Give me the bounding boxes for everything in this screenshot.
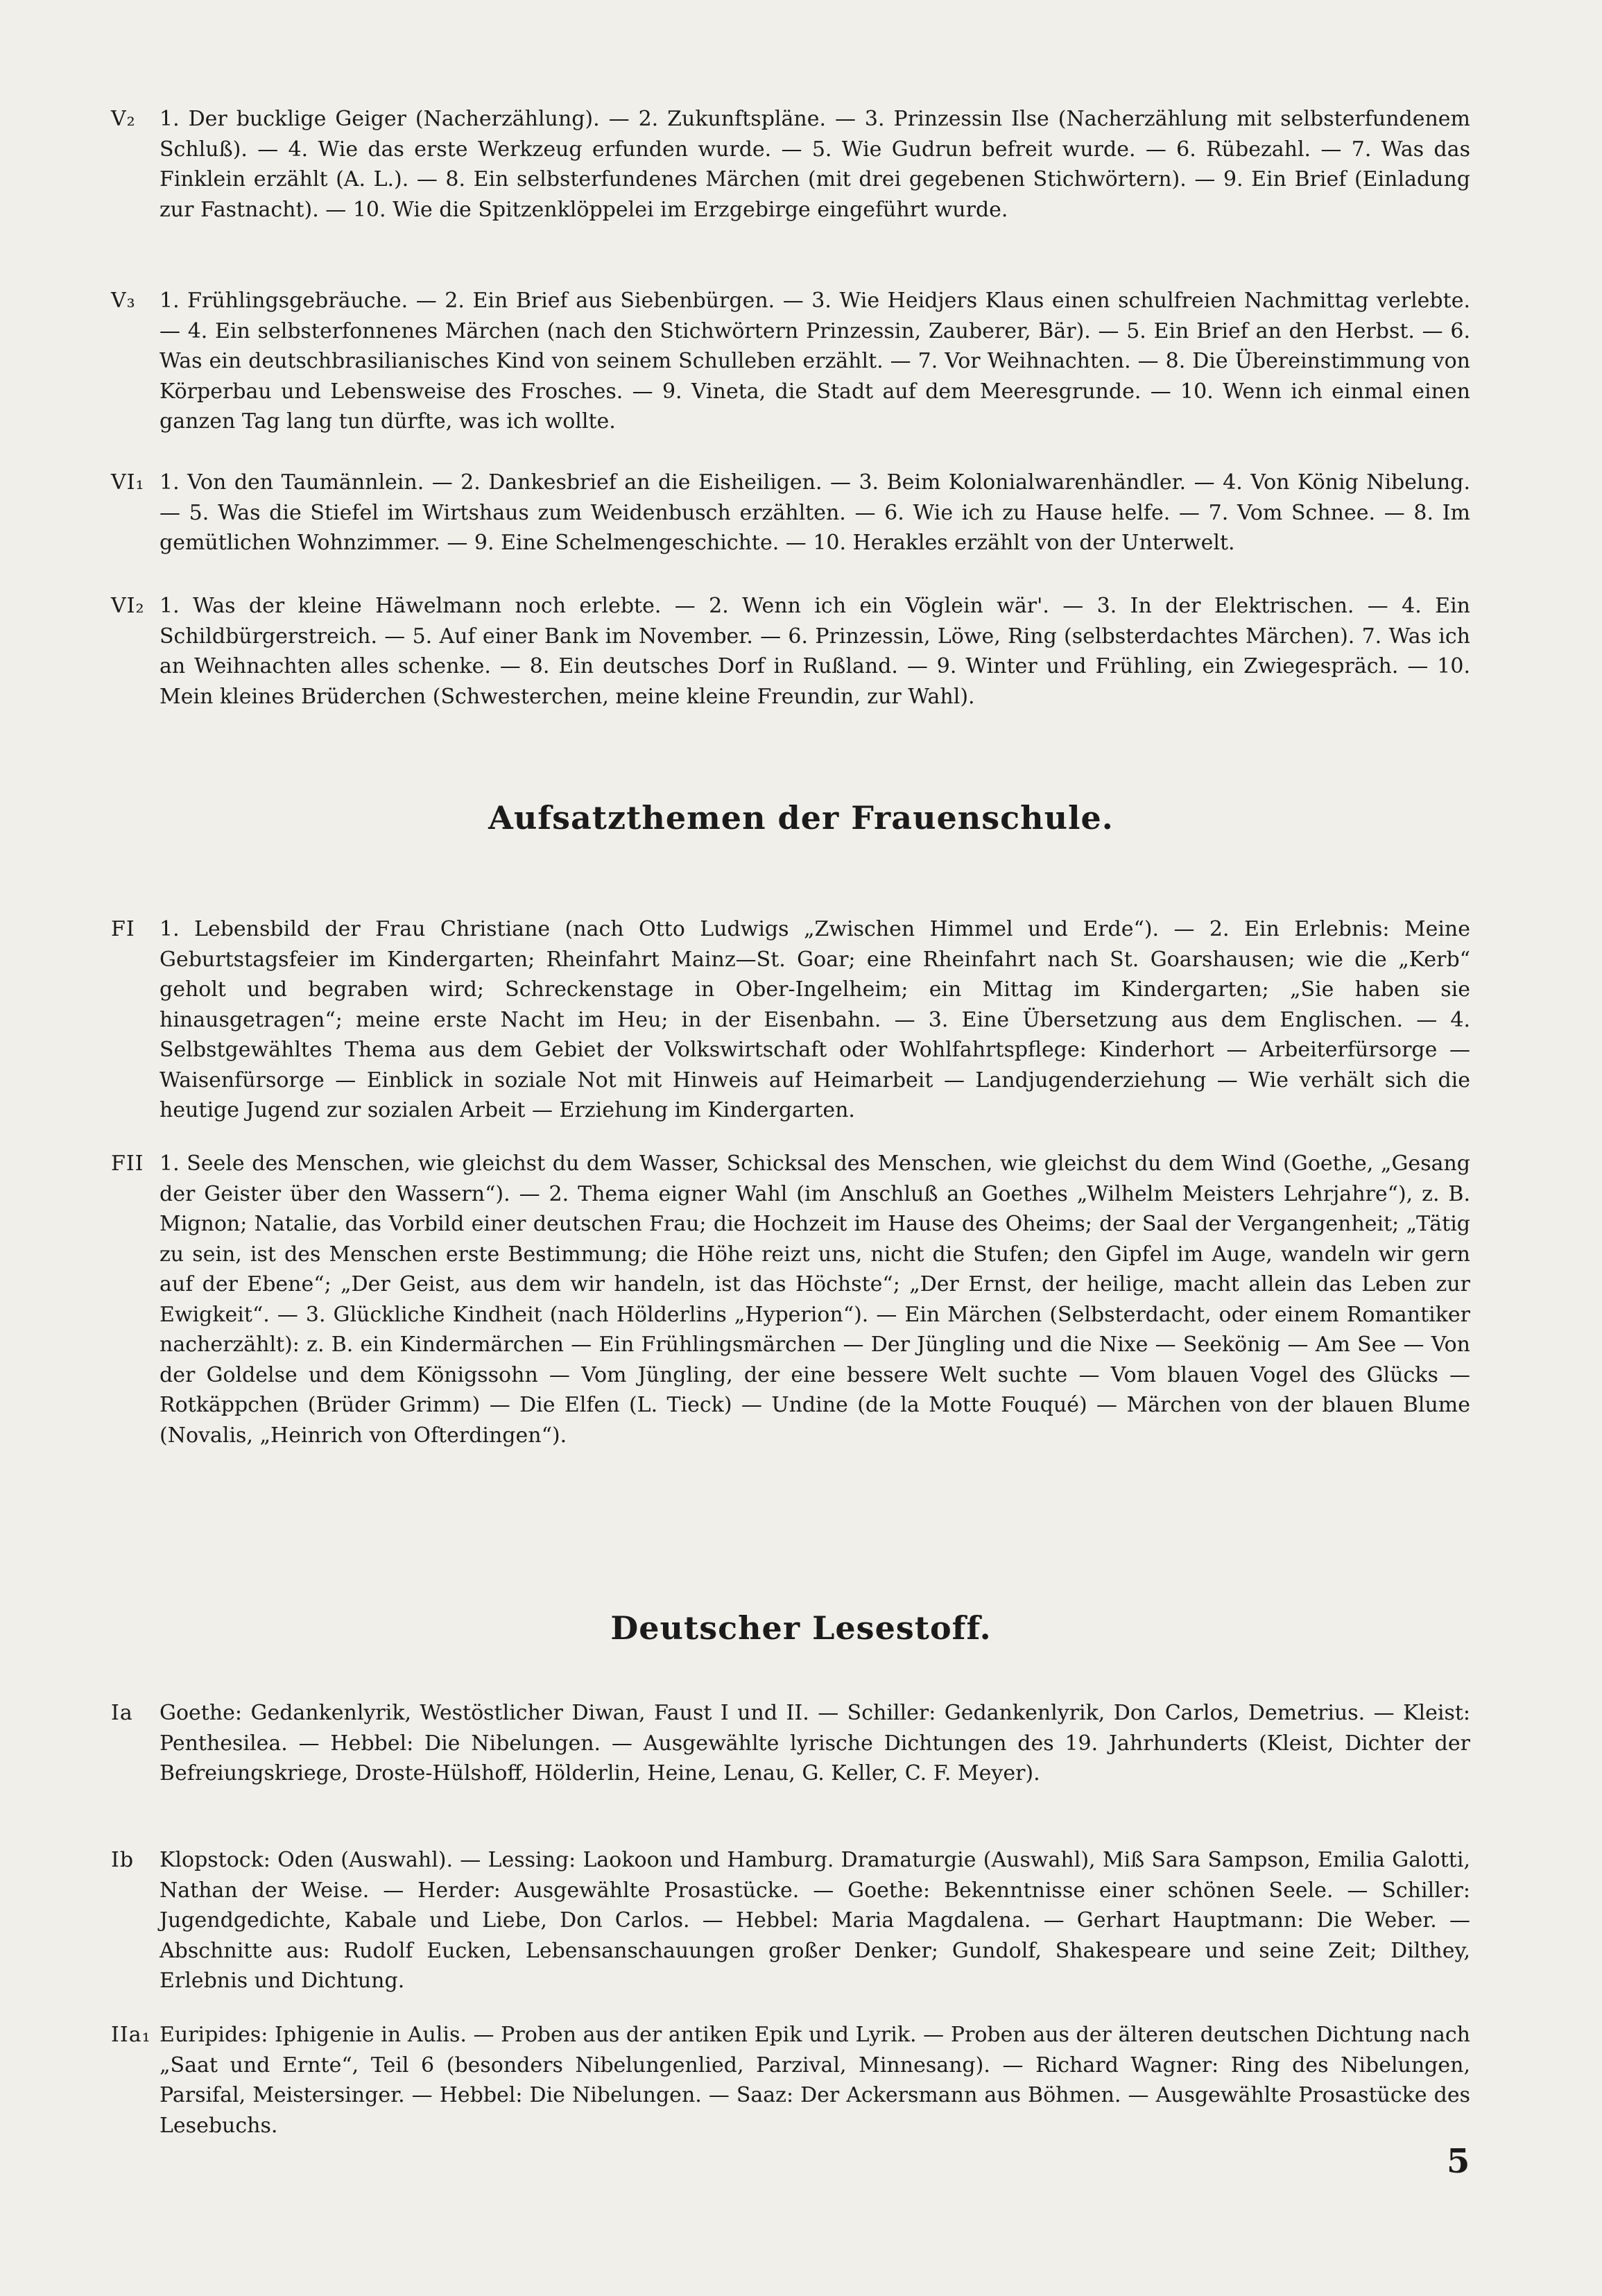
topic-entry-fii	[111, 1149, 1470, 1450]
class-label: IIa₁	[111, 2023, 151, 2047]
reading-entry-ia	[111, 1698, 1470, 1789]
reading-entry-iia1	[111, 2020, 1470, 2141]
reading-text: Klopstock: Oden (Auswahl). — Lessing: Laokoon und Hamburg. Dramaturgie (Auswahl), Miß Sara Sampson, Emilia Galotti, Nathan der Weise. — Herder: Ausgewählte Prosastücke. — Goethe: Bekenntnisse einer schönen Seele. — Schiller: Jugendgedichte, Kabale und Liebe, Don Carlos. — Hebbel: Maria Magdalena. — Gerhart Hauptmann: Die Weber. — Abschnitte aus: Rudolf Eucken, Lebensanschauungen großer Denker; Gundolf, Shakespeare und seine Zeit; Dilthey, Erlebnis und Dichtung.	[160, 1848, 1470, 1993]
class-label: Ib	[111, 1848, 135, 1872]
topic-text: 1. Frühlingsgebräuche. — 2. Ein Brief aus Siebenbürgen. — 3. Wie Heidjers Klaus einen schulfreien Nachmittag verlebte. — 4. Ein selbsterfonnenes Märchen (nach den Stichwörtern Prinzessin, Zauberer, Bär). — 5. Ein Brief an den Herbst. — 6. Was ein deutschbrasilianisches Kind von seinem Schulleben erzählt. — 7. Vor Weihnachten. — 8. Die Übereinstimmung von Körperbau und Lebensweise des Frosches. — 9. Vineta, die Stadt auf dem Meeresgrunde. — 10. Wenn ich einmal einen ganzen Tag lang tun dürfte, was ich wollte.	[160, 289, 1470, 434]
reading-text: Euripides: Iphigenie in Aulis. — Proben aus der antiken Epik und Lyrik. — Proben aus der älteren deutschen Dichtung nach „Saat und Ernte“, Teil 6 (besonders Nibelungenlied, Parzival, Minnesang). — Richard Wagner: Ring des Nibelungen, Parsifal, Meistersinger. — Hebbel: Die Nibelungen. — Saaz: Der Ackersmann aus Böhmen. — Ausgewählte Prosastücke des Lesebuchs.	[160, 2023, 1470, 2138]
topic-entry-vi2	[111, 591, 1470, 712]
class-label: FI	[111, 917, 135, 941]
class-label: V₃	[111, 289, 136, 313]
topic-entry-v2	[111, 104, 1470, 225]
class-label: Ia	[111, 1701, 133, 1725]
topic-text: 1. Seele des Menschen, wie gleichst du dem Wasser, Schicksal des Menschen, wie gleichst du dem Wind (Goethe, „Gesang der Geister über den Wassern“). — 2. Thema eigner Wahl (im Anschluß an Goethes „Wilhelm Meisters Lehrjahre“), z. B. Mignon; Natalie, das Vorbild einer deutschen Frau; die Hochzeit im Hause des Oheims; der Saal der Vergangenheit; „Tätig zu sein, ist des Menschen erste Bestimmung; die Höhe reizt uns, nicht die Stufen; den Gipfel im Auge, wandeln wir gern auf der Ebene“; „Der Geist, aus dem wir handeln, ist das Höchste“; „Der Ernst, der heilige, macht allein das Leben zur Ewigkeit“. — 3. Glückliche Kindheit (nach Hölderlins „Hyperion“). — Ein Märchen (Selbsterdacht, oder einem Romantiker nacherzählt): z. B. ein Kindermärchen — Ein Frühlingsmärchen — Der Jüngling und die Nixe — Seekönig — Am See — Von der Goldelse und dem Königssohn — Vom Jüngling, der eine bessere Welt suchte — Vom blauen Vogel des Glücks — Rotkäppchen (Brüder Grimm) — Die Elfen (L. Tieck) — Undine (de la Motte Fouqué) — Märchen von der blauen Blume (Novalis, „Heinrich von Ofterdingen“).	[160, 1151, 1470, 1448]
class-label: V₂	[111, 107, 136, 131]
topic-text: 1. Lebensbild der Frau Christiane (nach Otto Ludwigs „Zwischen Himmel und Erde“). — 2. Ein Erlebnis: Meine Geburtstagsfeier im Kindergarten; Rheinfahrt Mainz—St. Goar; eine Rheinfahrt nach St. Goarshausen; wie die „Kerb“ geholt und begraben wird; Schreckenstage in Ober-Ingelheim; ein Mittag im Kindergarten; „Sie haben sie hinausgetragen“; meine erste Nacht im Heu; in der Eisenbahn. — 3. Eine Übersetzung aus dem Englischen. — 4. Selbstgewähltes Thema aus dem Gebiet der Volkswirtschaft oder Wohlfahrtspflege: Kinderhort — Arbeiterfürsorge — Waisenfürsorge — Einblick in soziale Not mit Hinweis auf Heimarbeit — Landjugenderziehung — Wie verhält sich die heutige Jugend zur sozialen Arbeit — Erziehung im Kindergarten.	[160, 917, 1470, 1122]
topic-text: 1. Von den Taumännlein. — 2. Dankesbrief an die Eisheiligen. — 3. Beim Kolonialwarenhändler. — 4. Von König Nibelung. — 5. Was die Stiefel im Wirtshaus zum Weidenbusch erzählten. — 6. Wie ich zu Hause helfe. — 7. Vom Schnee. — 8. Im gemütlichen Wohnzimmer. — 9. Eine Schelmengeschichte. — 10. Herakles erzählt von der Unterwelt.	[160, 470, 1470, 555]
class-label: VI₁	[111, 470, 145, 495]
section-heading-frauenschule: Aufsatzthemen der Frauenschule.	[488, 799, 1114, 837]
reading-text: Goethe: Gedankenlyrik, Westöstlicher Diwan, Faust I und II. — Schiller: Gedankenlyrik, Don Carlos, Demetrius. — Kleist: Penthesilea. — Hebbel: Die Nibelungen. — Ausgewählte lyrische Dichtungen des 19. Jahrhunderts (Kleist, Dichter der Befreiungskriege, Droste-Hülshoff, Hölderlin, Heine, Lenau, G. Keller, C. F. Meyer).	[160, 1701, 1470, 1785]
reading-entry-ib	[111, 1845, 1470, 1996]
class-label: FII	[111, 1151, 144, 1176]
page-number: 5	[1447, 2142, 1470, 2181]
topic-entry-v3	[111, 286, 1470, 437]
topic-text: 1. Der bucklige Geiger (Nacherzählung). — 2. Zukunftspläne. — 3. Prinzessin Ilse (Nacherzählung mit selbsterfundenem Schluß). — 4. Wie das erste Werkzeug erfunden wurde. — 5. Wie Gudrun befreit wurde. — 6. Rübezahl. — 7. Was das Finklein erzählt (A. L.). — 8. Ein selbsterfundenes Märchen (mit drei gegebenen Stichwörtern). — 9. Ein Brief (Einladung zur Fastnacht). — 10. Wie die Spitzenklöppelei im Erzgebirge eingeführt wurde.	[160, 107, 1470, 222]
topic-text: 1. Was der kleine Häwelmann noch erlebte. — 2. Wenn ich ein Vöglein wär'. — 3. In der Elektrischen. — 4. Ein Schildbürgerstreich. — 5. Auf einer Bank im November. — 6. Prinzessin, Löwe, Ring (selbsterdachtes Märchen). 7. Was ich an Weihnachten alles schenke. — 8. Ein deutsches Dorf in Rußland. — 9. Winter und Frühling, ein Zwiegespräch. — 10. Mein kleines Brüderchen (Schwesterchen, meine kleine Freundin, zur Wahl).	[160, 594, 1470, 709]
class-label: VI₂	[111, 594, 145, 618]
topic-entry-vi1	[111, 468, 1470, 558]
section-heading-lesestoff: Deutscher Lesestoff.	[610, 1609, 992, 1647]
topic-entry-fi	[111, 914, 1470, 1126]
